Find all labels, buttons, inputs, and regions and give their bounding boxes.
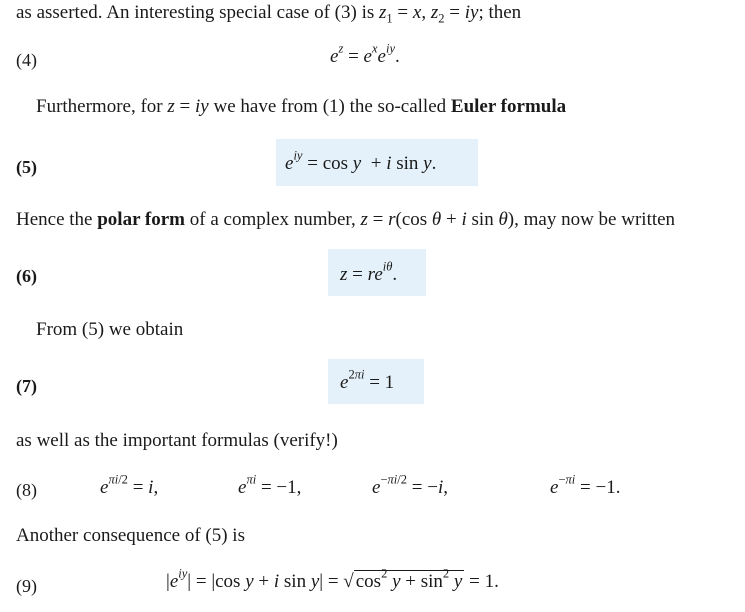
- equation-8c: $e^{-\pi i/2} = -i$,: [372, 472, 448, 498]
- polar-paragraph: [16, 209, 675, 231]
- intro-math: $z_1 = x$, $z_2$ = iy; then: [379, 2, 522, 26]
- polar-text-mid: of a complex number,: [189, 209, 356, 230]
- sqrt-radicand: $\cos^2 y + \sin^2 y$: [355, 566, 463, 592]
- equation-8a: $e^{\pi i/2} = i$,: [100, 472, 159, 498]
- equation-number-5: (5): [16, 157, 37, 177]
- euler-text-prefix: Furthermore, for: [36, 96, 163, 117]
- intro-text: as asserted. An interesting special case of (3) is: [16, 2, 375, 23]
- equation-number-9: (9): [16, 576, 37, 596]
- equation-8d: $e^{-\pi i} = -1$.: [550, 472, 621, 498]
- euler-text-mid: we have from (1) the so-called: [213, 96, 447, 117]
- equation-6: $z = re^{i\theta}$.: [340, 259, 398, 285]
- sqrt-symbol: √: [343, 571, 354, 592]
- intro-line: [16, 2, 521, 24]
- another-text: Another consequence of (5) is: [16, 525, 245, 546]
- polar-math: z = r(cos θ + i sin θ),: [360, 209, 519, 230]
- polar-text-suffix: may now be written: [523, 209, 676, 230]
- equation-number-6: (6): [16, 266, 37, 286]
- equation-5: $e^{iy} = \cos y + i$ sin y.: [285, 148, 437, 174]
- from-5-text: From (5) we obtain: [36, 319, 184, 340]
- equation-number-4: (4): [16, 50, 37, 70]
- equation-8b: $e^{\pi i} = -1$,: [238, 472, 302, 498]
- equation-4: $e^z = e^xe^{iy}$.: [330, 41, 400, 67]
- equation-number-7: (7): [16, 376, 37, 396]
- equation-7: $e^{2\pi i} = 1$: [340, 367, 395, 393]
- polar-text-prefix: Hence the: [16, 209, 93, 230]
- equation-number-8: (8): [16, 480, 37, 500]
- euler-formula-term: Euler formula: [450, 96, 567, 117]
- as-well-text: as well as the important formulas (verify!): [16, 430, 338, 451]
- polar-form-term: polar form: [97, 209, 186, 230]
- euler-condition: z = iy: [167, 96, 209, 117]
- euler-paragraph: [36, 96, 566, 118]
- equation-9: $|e^{iy}| = |\cos$ y + i sin y| = √ $\cos^2 y + \sin^2 y = 1$.: [166, 566, 499, 592]
